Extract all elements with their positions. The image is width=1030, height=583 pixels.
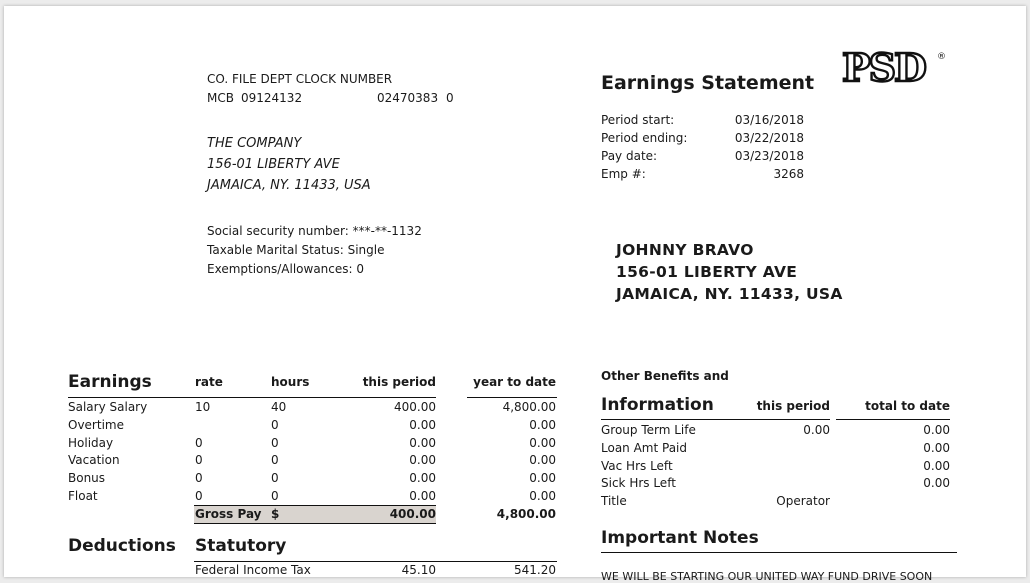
earnings-row-hours: 0 (271, 489, 279, 503)
gross-pay-this-period: 400.00 (389, 507, 436, 521)
statement-field-value: 03/16/2018 (734, 113, 804, 127)
earnings-row-hours: 40 (271, 400, 287, 414)
statement-field-label: Period ending: (601, 131, 688, 145)
company-name: THE COMPANY (207, 136, 302, 151)
benefits-this-period-header: this period (756, 399, 830, 413)
exemptions-value: 0 (356, 262, 365, 276)
earnings-header-rule (68, 397, 436, 398)
benefits-row-this-period: 0.00 (803, 423, 830, 437)
ssn-value: ***-**-1132 (352, 224, 422, 238)
gross-pay-label: Gross Pay (195, 507, 262, 521)
this-period-header: this period (362, 375, 436, 389)
earnings-row-rate: 0 (195, 453, 203, 468)
statement-field-value: 3268 (773, 167, 804, 181)
company-code: MCB (207, 91, 234, 105)
deductions-title: Deductions (68, 536, 176, 556)
benefits-row-this-period: Operator (776, 494, 830, 509)
benefits-total-rule (836, 419, 950, 420)
employee-name: JOHNNY BRAVO (616, 241, 754, 259)
employee-address-1: 156-01 LIBERTY AVE (616, 263, 798, 281)
earnings-row-name: Holiday (68, 435, 114, 450)
company-address-1: 156-01 LIBERTY AVE (207, 157, 340, 172)
marital-status-value: Single (347, 243, 385, 257)
benefits-row-name: Group Term Life (601, 423, 696, 437)
earnings-row-ytd: 0.00 (529, 417, 556, 432)
earnings-ytd-rule (467, 397, 557, 398)
earnings-row-ytd: 4,800.00 (502, 400, 556, 414)
earnings-row-name: Salary Salary (68, 400, 148, 414)
company-address-2: JAMAICA, NY. 11433, USA (207, 178, 371, 193)
earnings-row-hours: 0 (271, 453, 279, 468)
clock-number: 02470383 (377, 91, 439, 105)
notes-text: WE WILL BE STARTING OUR UNITED WAY FUND DRIVE SOON (601, 570, 933, 583)
exemptions-line: Exemptions/Allowances: 0 (207, 262, 365, 276)
statement-field-value: 03/22/2018 (734, 131, 804, 145)
benefits-row-name: Sick Hrs Left (601, 476, 676, 491)
marital-status-line: Taxable Marital Status: Single (207, 243, 385, 257)
pay-stub-page (4, 6, 1026, 583)
employee-address-2: JAMAICA, NY. 11433, USA (616, 285, 843, 303)
earnings-row-this-period: 0.00 (409, 417, 436, 432)
earnings-row-hours: 0 (271, 417, 279, 432)
earnings-row-name: Vacation (68, 453, 120, 468)
benefits-row-name: Loan Amt Paid (601, 440, 688, 455)
benefits-title-line2: Information (601, 395, 714, 415)
statutory-title: Statutory (195, 536, 287, 556)
deduction-row-name: Federal Income Tax (195, 563, 311, 577)
statement-field-value: 03/23/2018 (734, 149, 804, 163)
statement-field-label: Emp #: (601, 167, 646, 181)
notes-title: Important Notes (601, 528, 759, 548)
earnings-row-rate: 0 (195, 471, 203, 486)
rate-header: rate (195, 375, 223, 389)
number-value: 0 (446, 91, 454, 105)
psd-logo (839, 45, 946, 90)
earnings-row-hours: 0 (271, 471, 279, 486)
deductions-rule (194, 561, 557, 562)
earnings-row-rate: 0 (195, 435, 203, 450)
gross-pay-currency: $ (271, 507, 280, 521)
statement-field-label: Pay date: (601, 149, 658, 163)
benefits-row-total: 0.00 (923, 440, 950, 455)
file-number: 09124132 (241, 91, 303, 105)
deduction-row-ytd: 541.20 (514, 563, 556, 577)
earnings-row-this-period: 0.00 (409, 471, 436, 486)
earnings-row-name: Bonus (68, 471, 106, 486)
ytd-header: year to date (473, 375, 556, 389)
statement-title: Earnings Statement (601, 72, 815, 94)
statement-field-label: Period start: (601, 113, 675, 127)
earnings-row-ytd: 0.00 (529, 489, 556, 503)
earnings-row-name: Float (68, 489, 98, 503)
earnings-row-name: Overtime (68, 417, 124, 432)
benefits-row-total: 0.00 (923, 458, 950, 473)
ssn-line: Social security number: ***-**-1132 (207, 224, 422, 238)
logo-text: PSD (842, 45, 925, 90)
earnings-title: Earnings (68, 372, 152, 392)
benefits-row-total: 0.00 (923, 423, 950, 437)
earnings-row-hours: 0 (271, 435, 279, 450)
earnings-row-this-period: 0.00 (409, 435, 436, 450)
notes-rule (601, 552, 957, 553)
registered-mark: ® (937, 52, 946, 62)
benefits-row-name: Title (601, 494, 627, 509)
earnings-row-this-period: 0.00 (409, 489, 436, 503)
benefits-row-name: Vac Hrs Left (601, 458, 673, 473)
earnings-row-rate: 0 (195, 489, 203, 503)
deduction-row-this-period: 45.10 (401, 563, 436, 577)
benefits-title-line1: Other Benefits and (601, 369, 729, 383)
earnings-row-ytd: 0.00 (529, 453, 556, 468)
earnings-row-ytd: 0.00 (529, 435, 556, 450)
benefits-header-rule (601, 419, 830, 420)
benefits-row-total: 0.00 (923, 476, 950, 491)
earnings-row-rate: 10 (195, 400, 211, 414)
gross-pay-ytd: 4,800.00 (496, 507, 556, 521)
hours-header: hours (271, 375, 310, 389)
earnings-row-ytd: 0.00 (529, 471, 556, 486)
earnings-row-this-period: 0.00 (409, 453, 436, 468)
benefits-total-header: total to date (865, 399, 950, 413)
company-code-labels: CO. FILE DEPT CLOCK NUMBER (207, 72, 393, 86)
earnings-row-this-period: 400.00 (394, 400, 436, 414)
